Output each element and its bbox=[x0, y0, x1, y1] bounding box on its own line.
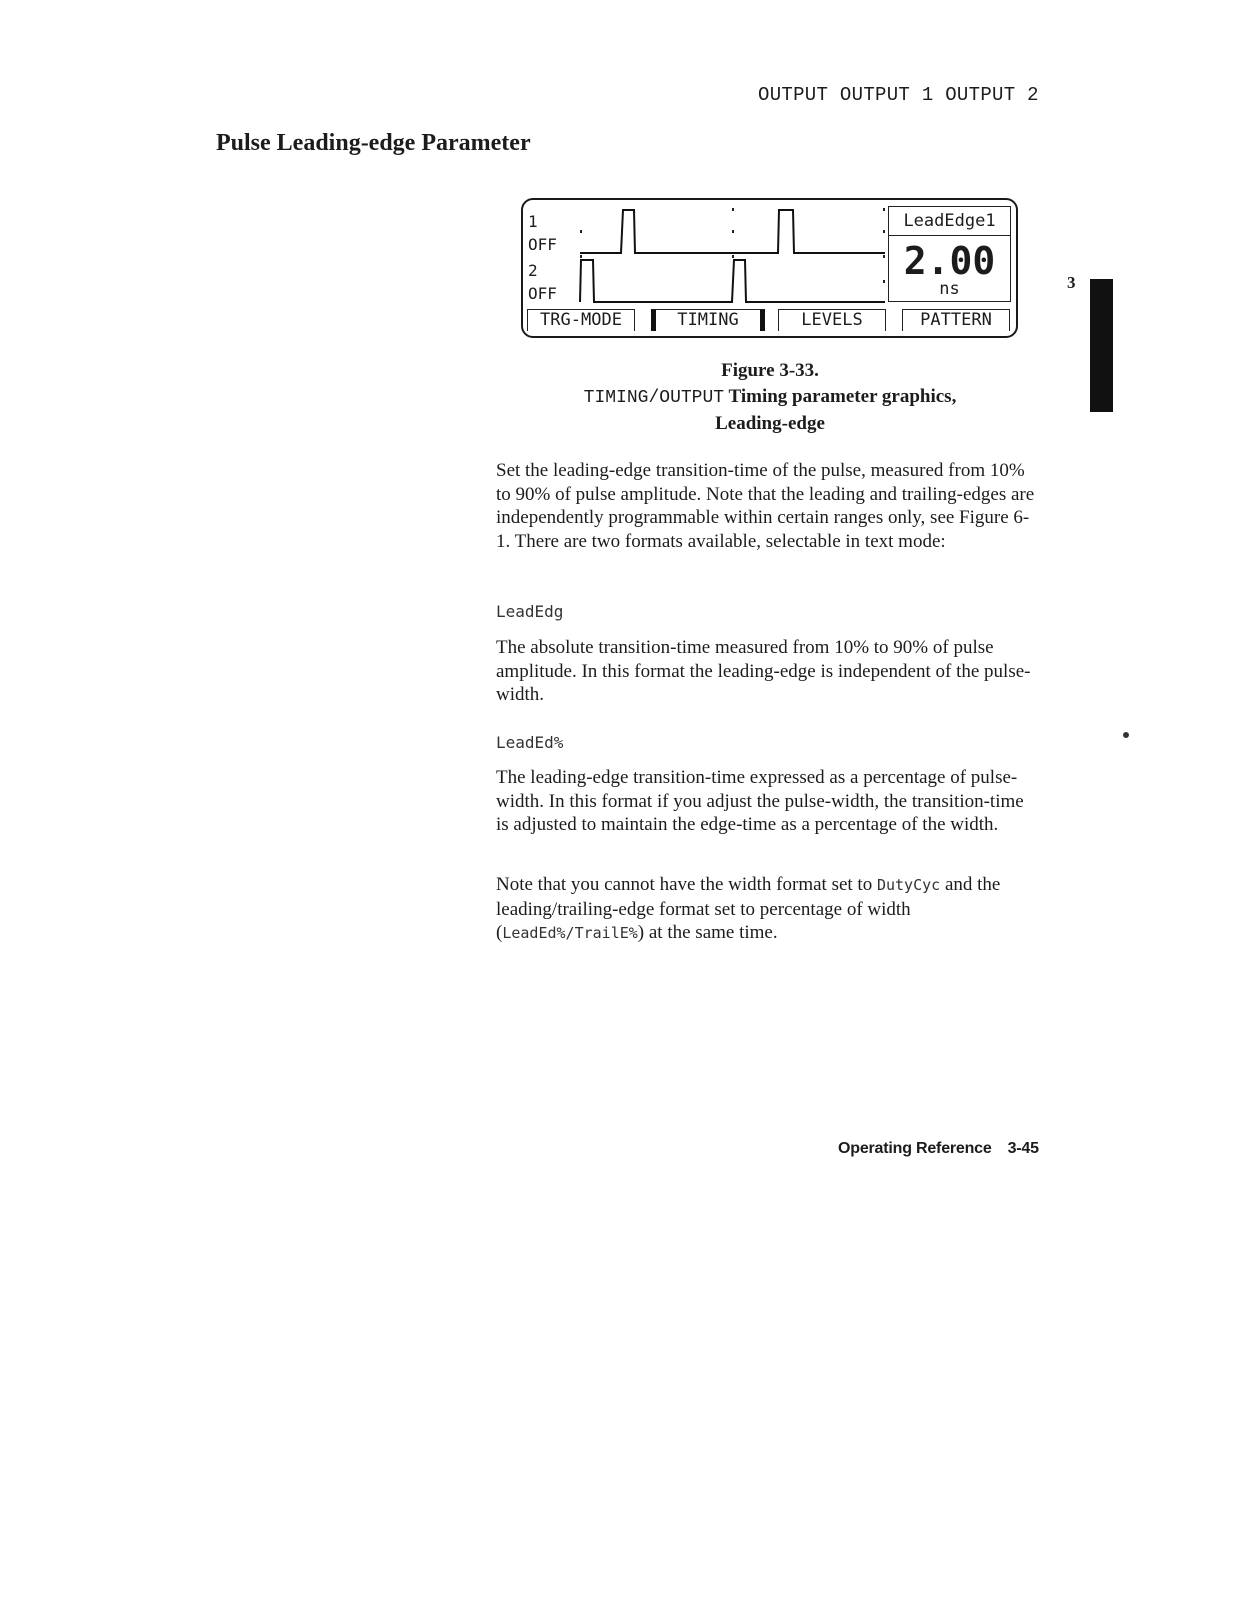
marker-dot bbox=[580, 255, 582, 258]
page-footer bbox=[838, 1140, 1039, 1158]
figure-caption-text: Timing parameter graphics, bbox=[728, 386, 957, 407]
note-text: and the leading/trailing-edge format set to percentage of width ( bbox=[496, 874, 1001, 943]
channel2-waveform bbox=[580, 260, 885, 302]
marker-dot bbox=[732, 255, 734, 258]
format-label-leadedg: LeadEdg bbox=[496, 602, 564, 621]
note-text: Note that you cannot have the width format set to bbox=[496, 874, 873, 895]
running-header: OUTPUT OUTPUT 1 OUTPUT 2 bbox=[758, 84, 1039, 106]
format-label-leaded-percent: LeadEd% bbox=[496, 733, 564, 752]
figure-caption-prefix: TIMING/OUTPUT bbox=[583, 388, 725, 408]
softkey-timing: TIMING bbox=[651, 309, 765, 331]
lcd-figure bbox=[521, 198, 1018, 338]
intro-paragraph: Set the leading-edge transition-time of the pulse, measured from 10% to 90% of pulse amplitude. Note that the leading and trailing-edges are independently programmable within certain ranges only, see Figure 6-1. There are two formats available, selectable in text mode: bbox=[496, 460, 1035, 552]
channel1-state: OFF bbox=[528, 235, 557, 254]
parameter-unit: ns bbox=[939, 279, 960, 299]
chapter-thumb-tab bbox=[1090, 279, 1113, 412]
parameter-name: LeadEdge1 bbox=[903, 211, 996, 231]
channel2-state: OFF bbox=[528, 284, 557, 303]
marker-dot bbox=[732, 208, 734, 211]
scan-speck bbox=[1123, 732, 1129, 738]
marker-dot bbox=[883, 230, 885, 233]
footer-section: Operating Reference bbox=[838, 1140, 992, 1157]
section-title: Pulse Leading-edge Parameter bbox=[216, 130, 531, 156]
softkey-levels: LEVELS bbox=[778, 309, 886, 331]
channel1-number: 1 bbox=[528, 212, 538, 231]
figure-caption-line3: Leading-edge bbox=[715, 413, 825, 434]
marker-dot bbox=[883, 255, 885, 258]
parameter-value: 2.00 bbox=[903, 239, 996, 283]
marker-dot bbox=[732, 230, 734, 233]
format-description-leadedg: The absolute transition-time measured from 10% to 90% of pulse amplitude. In this format the leading-edge is independent of the pulse-width. bbox=[496, 637, 1031, 705]
figure-number: Figure 3-33. bbox=[721, 360, 819, 381]
page-number: 3-45 bbox=[1007, 1140, 1039, 1157]
parameter-divider bbox=[889, 235, 1010, 236]
note-code-leaded-traile: LeadEd%/TrailE% bbox=[502, 924, 638, 942]
figure-caption bbox=[520, 358, 1020, 437]
channel2-number: 2 bbox=[528, 261, 538, 280]
note-code-dutycyc: DutyCyc bbox=[876, 876, 941, 894]
marker-dot bbox=[883, 208, 885, 211]
parameter-box bbox=[888, 206, 1011, 302]
figure-caption-line bbox=[520, 384, 1020, 411]
note-paragraph bbox=[496, 873, 1036, 946]
marker-dot bbox=[580, 230, 582, 233]
softkey-trg-mode: TRG-MODE bbox=[527, 309, 635, 331]
softkey-pattern: PATTERN bbox=[902, 309, 1010, 331]
note-text: ) at the same time. bbox=[637, 922, 778, 943]
chapter-number: 3 bbox=[1067, 273, 1076, 292]
format-description-leaded-percent: The leading-edge transition-time expressed as a percentage of pulse-width. In this format if you adjust the pulse-width, the transition-time is adjusted to maintain the edge-time as a percentage of the width. bbox=[496, 767, 1024, 835]
marker-dot bbox=[883, 280, 885, 283]
